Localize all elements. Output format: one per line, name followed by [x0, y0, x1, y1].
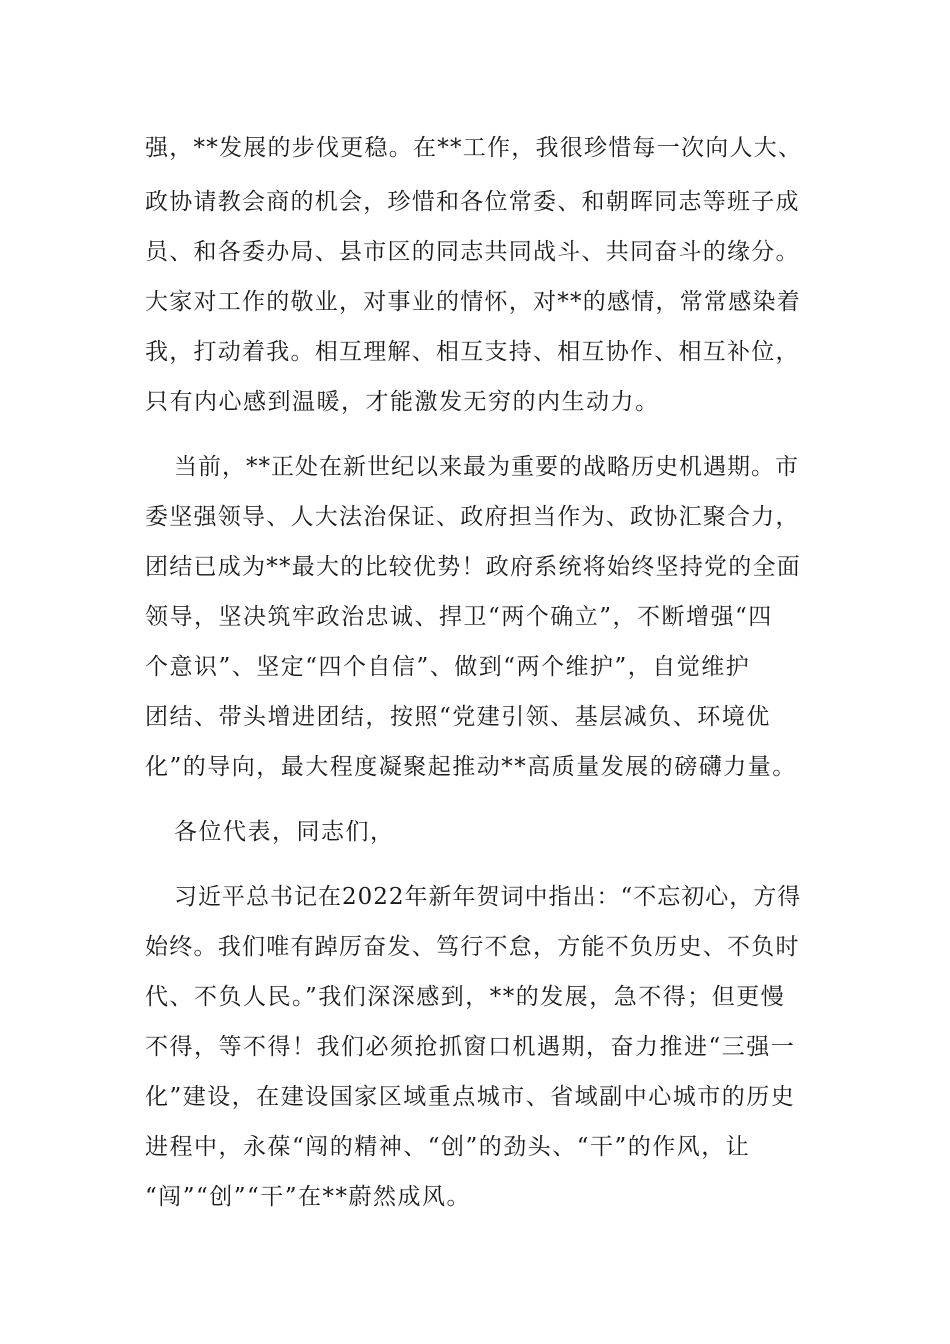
paragraph-1-line-1: 强，**发展的步伐更稳。在**工作，我很珍惜每一次向人大、	[145, 135, 803, 161]
paragraph-1-line-3: 员、和各委办局、县市区的同志共同战斗、共同奋斗的缘分。	[145, 239, 800, 265]
paragraph-1-line-6: 只有内心感到温暖，才能激发无穷的内生动力。	[145, 389, 660, 415]
paragraph-2-line-7: 化”的导向，最大程度凝聚起推动**高质量发展的磅礴力量。	[145, 754, 797, 780]
paragraph-4-line-4: 不得，等不得！我们必须抢抓窗口机遇期，奋力推进“三强一	[145, 1034, 796, 1060]
paragraph-4-line-2: 始终。我们唯有踔厉奋发、笃行不怠，方能不负历史、不负时	[145, 934, 800, 960]
paragraph-4-line-7: “闯”“创”“干”在**蔚然成风。	[145, 1184, 472, 1210]
paragraph-4-line-5: 化”建设，在建设国家区域重点城市、省域副中心城市的历史	[145, 1084, 796, 1110]
paragraph-4-line-6: 进程中，永葆“闯的精神、“创”的劲头、“干”的作风，让	[145, 1134, 751, 1160]
paragraph-3-line-1: 各位代表，同志们，	[174, 819, 395, 845]
paragraph-2-line-2: 委坚强领导、人大法治保证、政府担当作为、政协汇聚合力，	[145, 504, 800, 530]
paragraph-2-line-6: 团结、带头增进团结，按照“党建引领、基层减负、环境优	[145, 704, 771, 730]
paragraph-1-line-5: 我，打动着我。相互理解、相互支持、相互协作、相互补位，	[145, 339, 800, 365]
paragraph-1-line-2: 政协请教会商的机会，珍惜和各位常委、和朝晖同志等班子成	[145, 189, 800, 215]
paragraph-2-line-1: 当前，**正处在新世纪以来最为重要的战略历史机遇期。市	[174, 454, 799, 480]
paragraph-2-line-3: 团结已成为**最大的比较优势！政府系统将始终坚持党的全面	[145, 554, 801, 580]
paragraph-4-line-3: 代、不负人民。”我们深深感到，**的发展，急不得；但更慢	[145, 984, 786, 1010]
paragraph-2-line-4: 领导，坚决筑牢政治忠诚、捍卫“两个确立”，不断增强“四	[145, 604, 773, 630]
paragraph-2-line-5: 个意识”、坚定“四个自信”、做到“两个维护”，自觉维护	[145, 654, 751, 680]
paragraph-4-line-1: 习近平总书记在2022年新年贺词中指出：“不忘初心，方得	[174, 884, 802, 910]
paragraph-1-line-4: 大家对工作的敬业，对事业的情怀，对**的感情，常常感染着	[145, 289, 801, 315]
